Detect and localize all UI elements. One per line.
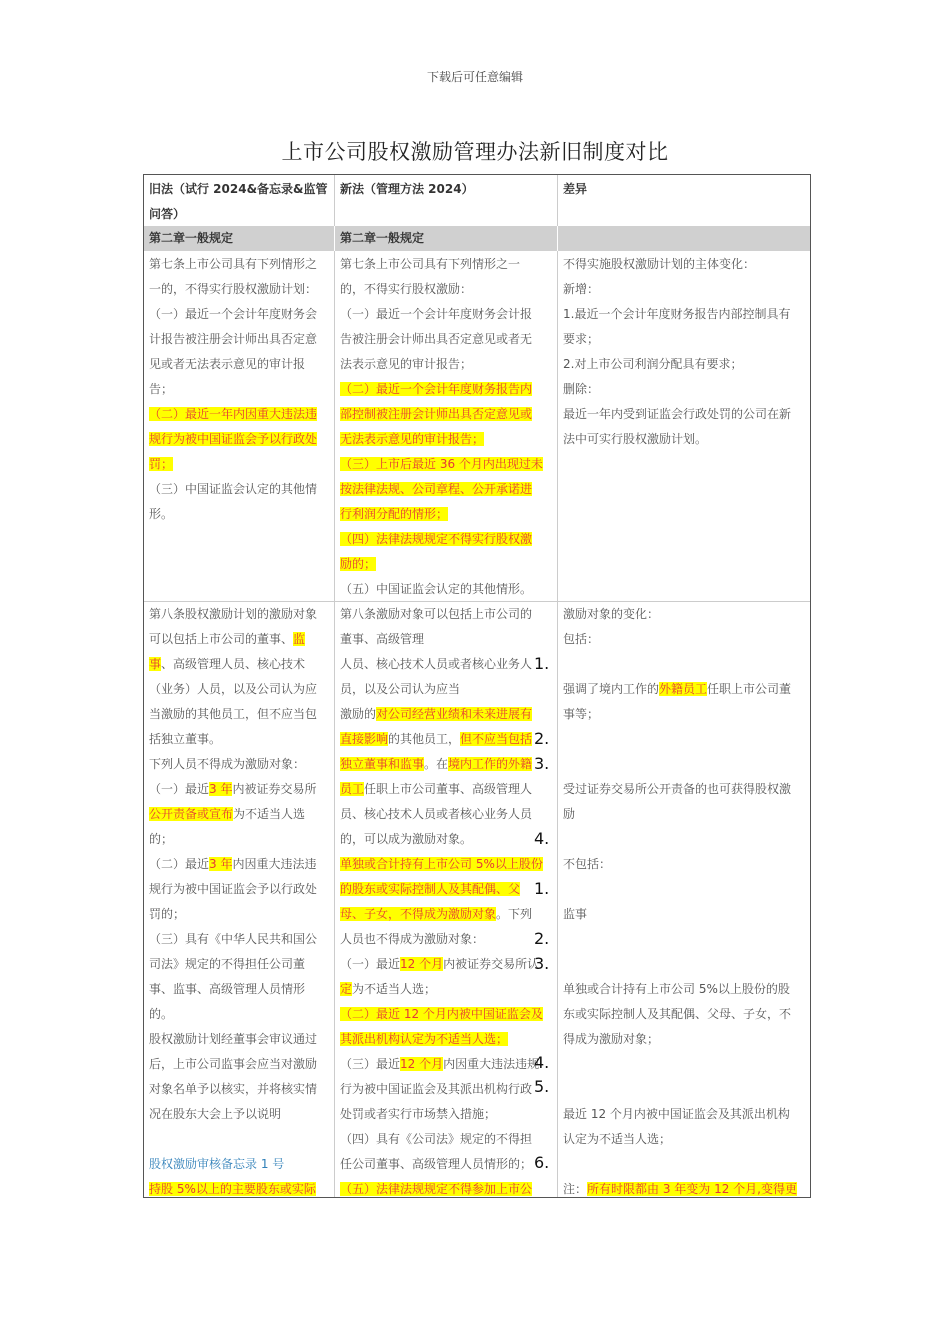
- text-line: 股权激励计划经董事会审议通过: [149, 1032, 318, 1046]
- text-line: [340, 702, 554, 727]
- text-line: 认定为不适当人选；: [563, 1132, 672, 1146]
- highlight: 无法表示意见的审计报告；: [340, 432, 485, 446]
- text-line: [340, 552, 554, 577]
- text-line: 的。: [149, 1007, 174, 1021]
- highlight: 但不应当包括: [460, 732, 533, 746]
- text-line: [340, 477, 554, 502]
- text-line: [149, 777, 331, 802]
- highlight: （三）上市后最近 36 个月内出现过未: [340, 457, 543, 471]
- text-line: 人员也不得成为激励对象：: [340, 932, 485, 946]
- text-line: 的，可以成为激励对象。: [340, 832, 473, 846]
- list-number: 2.: [534, 729, 550, 748]
- text-line: 括独立董事。: [149, 732, 222, 746]
- text-line: [563, 1177, 808, 1198]
- text-line: [340, 402, 554, 427]
- text-line: [563, 752, 808, 777]
- text-line: [149, 427, 331, 452]
- text-line: [340, 777, 554, 802]
- highlight: 12 个月: [400, 957, 444, 971]
- text-line: 删除：: [563, 382, 600, 396]
- text-line: [340, 1002, 554, 1027]
- text-span: 内被证券交易所: [232, 782, 317, 796]
- text-line: （三）中国证监会认定的其他情: [149, 482, 318, 496]
- text-line: 第八条激励对象可以包括上市公司的: [340, 607, 533, 621]
- text-line: （四）具有《公司法》规定的不得担: [340, 1132, 533, 1146]
- text-span: 内因重大违法违: [232, 857, 317, 871]
- list-number: 3.: [534, 954, 550, 973]
- text-line: [340, 752, 554, 777]
- header-difference: 差异: [563, 182, 588, 196]
- text-line: 任公司董事、高级管理人员情形的；: [340, 1157, 533, 1171]
- text-line: 法中可实行股权激励计划。: [563, 432, 708, 446]
- highlight: 公开责备或宣布: [149, 807, 234, 821]
- highlight: 罚；: [149, 457, 174, 471]
- text-line: 下列人员不得成为激励对象：: [149, 757, 306, 771]
- row2-diff-cell: [563, 602, 808, 1198]
- text-line: 1.最近一个会计年度财务报告内部控制具有: [563, 307, 791, 321]
- document-title: 上市公司股权激励管理办法新旧制度对比: [281, 140, 669, 164]
- text-span: 可以包括上市公司的董事、: [149, 632, 294, 646]
- highlight: 独立董事和监事: [340, 757, 425, 771]
- text-line: 处罚或者实行市场禁入措施；: [340, 1107, 497, 1121]
- chapter-old: 第二章一般规定: [149, 231, 234, 245]
- text-line: [563, 877, 808, 902]
- highlight: （二）最近一个会计年度财务报告内: [340, 382, 533, 396]
- text-span: 、高级管理人员、核心技术: [161, 657, 306, 671]
- column-divider: [334, 175, 335, 1198]
- text-line: 后，上市公司监事会应当对激励: [149, 1057, 318, 1071]
- text-line: 人员、核心技术人员或者核心业务人: [340, 657, 533, 671]
- text-span: 。在: [424, 757, 449, 771]
- text-line: 行为被中国证监会及其派出机构行政: [340, 1082, 533, 1096]
- text-line: 得成为激励对象；: [563, 1032, 660, 1046]
- text-line: [563, 827, 808, 852]
- memo-link[interactable]: 股权激励审核备忘录 1 号: [149, 1157, 285, 1171]
- text-line: （业务）人员，以及公司认为应: [149, 682, 318, 696]
- text-span: 任职上市公司董: [707, 682, 792, 696]
- text-line: 的，不得实行股权激励：: [340, 282, 473, 296]
- row1-old-cell: [149, 252, 331, 527]
- text-line: [340, 377, 554, 402]
- text-line: 告被注册会计师出具否定意见或者无: [340, 332, 533, 346]
- text-span: 。下列: [496, 907, 533, 921]
- header-old-line: 问答）: [149, 207, 186, 221]
- highlight: 12 个月: [400, 1057, 444, 1071]
- text-line: [340, 1027, 554, 1052]
- highlight: 3 年: [209, 857, 233, 871]
- text-span: 为不适当人选: [233, 807, 306, 821]
- text-line: 新增：: [563, 282, 600, 296]
- highlight: 对公司经营业绩和未来进展有: [376, 707, 533, 721]
- text-line: [340, 902, 554, 927]
- text-line: 最近 12 个月内被中国证监会及其派出机构: [563, 1107, 790, 1121]
- text-line: 的；: [149, 832, 174, 846]
- text-line: [340, 502, 554, 527]
- text-line: [149, 452, 331, 477]
- text-line: 告；: [149, 382, 174, 396]
- highlight: 外籍员工: [659, 682, 708, 696]
- text-line: 要求；: [563, 332, 600, 346]
- text-line: 事、监事、高级管理人员情形: [149, 982, 306, 996]
- list-number: 2.: [534, 929, 550, 948]
- text-line: [149, 852, 331, 877]
- highlight: 持股 5%以上的主要股东或实际: [149, 1182, 316, 1196]
- text-line: [340, 427, 554, 452]
- text-line: 对象名单予以核实，并将核实情: [149, 1082, 318, 1096]
- text-span: 的其他员工，: [388, 732, 461, 746]
- text-line: 包括：: [563, 632, 600, 646]
- text-span: 内因重大违法违规: [443, 1057, 540, 1071]
- text-line: 计报告被注册会计师出具否定意: [149, 332, 318, 346]
- text-line: （一）最近一个会计年度财务会计报: [340, 307, 533, 321]
- text-line: 一的，不得实行股权激励计划：: [149, 282, 318, 296]
- text-line: 第七条上市公司具有下列情形之: [149, 257, 318, 271]
- highlight: 规行为被中国证监会予以行政处: [149, 432, 318, 446]
- text-line: [149, 1127, 331, 1152]
- highlight: 的股东或实际控制人及其配偶、父: [340, 882, 521, 896]
- text-span: （一）最近: [340, 957, 401, 971]
- text-line: （一）最近一个会计年度财务会: [149, 307, 318, 321]
- text-line: [563, 1077, 808, 1102]
- text-line: 东或实际控制人及其配偶、父母、子女，不: [563, 1007, 792, 1021]
- text-line: （五）中国证监会认定的其他情形。: [340, 582, 533, 596]
- list-number: 3.: [534, 754, 550, 773]
- highlight: 定: [340, 982, 353, 996]
- text-line: 司法》规定的不得担任公司董: [149, 957, 306, 971]
- highlight: 直接影响: [340, 732, 389, 746]
- text-span: 强调了境内工作的: [563, 682, 660, 696]
- text-span: 任职上市公司董事、高级管理人: [364, 782, 533, 796]
- text-line: [563, 1152, 808, 1177]
- text-line: 当激励的其他员工，但不应当包: [149, 707, 318, 721]
- row1-diff-cell: [563, 252, 808, 452]
- chapter-row: [144, 226, 810, 251]
- text-span: 注：: [563, 1182, 588, 1196]
- text-line: [563, 727, 808, 752]
- highlight: 境内工作的外籍: [448, 757, 533, 771]
- text-line: 法表示意见的审计报告；: [340, 357, 473, 371]
- text-span: 为不适当人选；: [352, 982, 437, 996]
- text-line: 受过证券交易所公开责备的也可获得股权激: [563, 782, 792, 796]
- text-line: [563, 952, 808, 977]
- text-span: （二）最近: [149, 857, 210, 871]
- list-number: 1.: [534, 879, 550, 898]
- highlight: 3 年: [209, 782, 233, 796]
- text-line: [340, 452, 554, 477]
- column-divider: [557, 175, 558, 1198]
- list-number: 6.: [534, 1153, 550, 1172]
- text-line: [340, 1052, 554, 1077]
- column-divider: [557, 226, 558, 251]
- highlight: 单独或合计持有上市公司 5%以上股份: [340, 857, 543, 871]
- top-note: 下载后可任意编辑: [426, 70, 523, 84]
- highlight: （四）法律法规规定不得实行股权激: [340, 532, 533, 546]
- text-line: [340, 727, 554, 752]
- highlight: 员工: [340, 782, 365, 796]
- list-number: 1.: [534, 654, 550, 673]
- highlight: （五）法律法规规定不得参加上市公: [340, 1182, 533, 1196]
- text-line: 况在股东大会上予以说明: [149, 1107, 282, 1121]
- table-header-row: [144, 175, 810, 227]
- header-new-law: 新法（管理方法 2024）: [340, 182, 474, 196]
- text-line: [563, 1052, 808, 1077]
- text-line: 见或者无法表示意见的审计报: [149, 357, 306, 371]
- text-line: [340, 852, 554, 877]
- text-span: 激励的: [340, 707, 377, 721]
- list-number: 5.: [534, 1077, 550, 1096]
- text-line: 员，以及公司认为应当: [340, 682, 461, 696]
- text-line: 罚的；: [149, 907, 186, 921]
- highlight: 按法律法规、公司章程、公开承诺进: [340, 482, 533, 496]
- chapter-new: 第二章一般规定: [340, 231, 425, 245]
- text-line: [149, 627, 331, 652]
- highlight: 励的；: [340, 557, 377, 571]
- text-line: 最近一年内受到证监会行政处罚的公司在新: [563, 407, 792, 421]
- text-line: 第七条上市公司具有下列情形之一: [340, 257, 521, 271]
- text-line: 2.对上市公司利润分配具有要求；: [563, 357, 743, 371]
- highlight: （二）最近一年内因重大违法违: [149, 407, 318, 421]
- text-line: [340, 877, 554, 902]
- highlight: （二）最近 12 个月内被中国证监会及: [340, 1007, 543, 1021]
- text-line: [149, 1177, 331, 1198]
- chapter-diff: [558, 226, 810, 251]
- highlight: 部控制被注册会计师出具否定意见或: [340, 407, 533, 421]
- text-line: [149, 652, 331, 677]
- highlight: 母、子女，不得成为激励对象: [340, 907, 497, 921]
- text-line: 不包括：: [563, 857, 612, 871]
- text-line: [340, 1177, 554, 1198]
- text-line: [149, 802, 331, 827]
- row1-new-cell: [340, 252, 554, 602]
- text-span: （一）最近: [149, 782, 210, 796]
- text-span: （三）最近: [340, 1057, 401, 1071]
- text-line: [563, 927, 808, 952]
- text-line: 单独或合计持有上市公司 5%以上股份的股: [563, 982, 790, 996]
- text-line: 第八条股权激励计划的激励对象: [149, 607, 318, 621]
- highlight: 其派出机构认定为不适当人选；: [340, 1032, 509, 1046]
- text-line: [340, 977, 554, 1002]
- text-line: 形。: [149, 507, 174, 521]
- text-line: [340, 527, 554, 552]
- highlight: 所有时限都由 3 年变为 12 个月,变得更: [587, 1182, 797, 1196]
- comparison-table: [143, 174, 811, 1198]
- text-line: 董事、高级管理: [340, 632, 425, 646]
- text-line: [340, 952, 554, 977]
- text-line: 规行为被中国证监会予以行政处: [149, 882, 318, 896]
- list-number: 4.: [534, 1053, 550, 1072]
- text-line: [563, 677, 808, 702]
- text-line: （三）具有《中华人民共和国公: [149, 932, 318, 946]
- text-line: [563, 652, 808, 677]
- text-span: 内被证券交易所认: [443, 957, 540, 971]
- row2-old-cell: [149, 602, 331, 1198]
- column-divider: [334, 226, 335, 251]
- text-line: 监事: [563, 907, 588, 921]
- row2-new-cell: [340, 602, 554, 1198]
- highlight: 行利润分配的情形；: [340, 507, 449, 521]
- highlight: 事: [149, 657, 162, 671]
- text-line: 事等；: [563, 707, 600, 721]
- text-line: [149, 402, 331, 427]
- text-line: 不得实施股权激励计划的主体变化：: [563, 257, 756, 271]
- text-line: 员、核心技术人员或者核心业务人员: [340, 807, 533, 821]
- text-line: 励: [563, 807, 576, 821]
- list-number: 4.: [534, 829, 550, 848]
- text-line: 激励对象的变化：: [563, 607, 660, 621]
- header-old-line: 旧法（试行 2024&备忘录&监管: [149, 182, 328, 196]
- header-old-law: [144, 175, 334, 226]
- highlight: 监: [293, 632, 306, 646]
